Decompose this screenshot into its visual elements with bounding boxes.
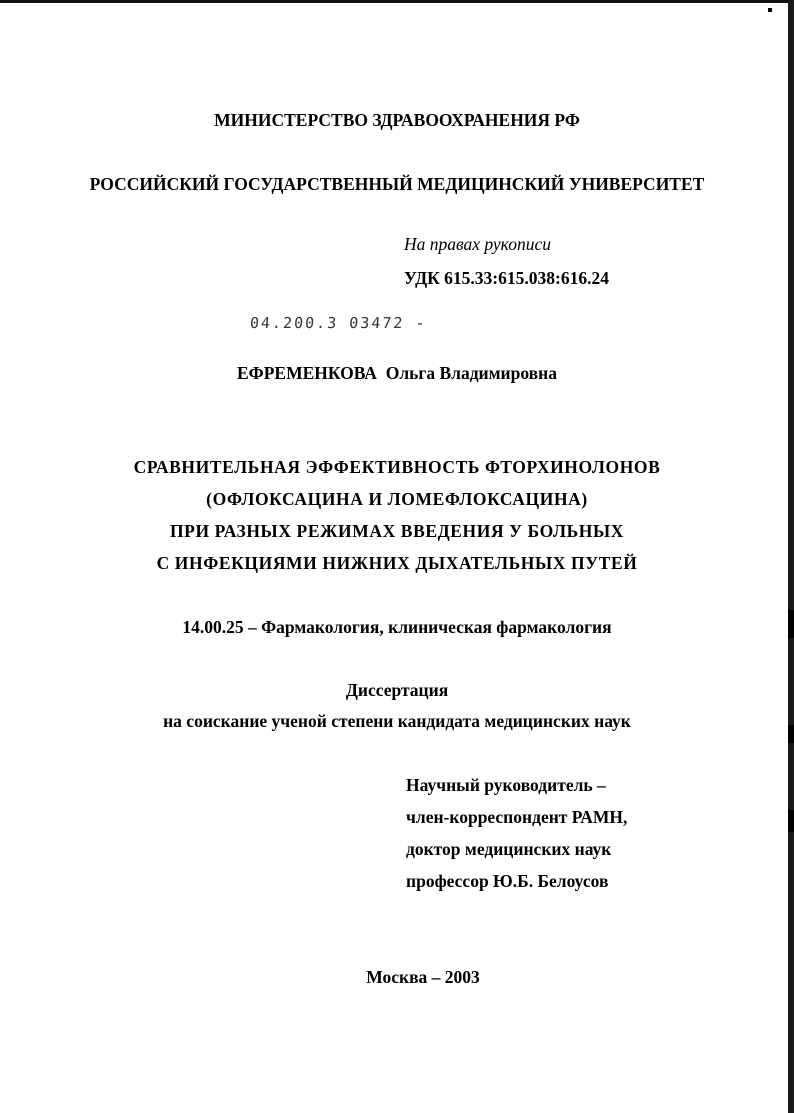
supervisor-line-3: доктор медицинских наук bbox=[406, 839, 612, 859]
thesis-title-line-1: СРАВНИТЕЛЬНАЯ ЭФФЕКТИВНОСТЬ ФТОРХИНОЛОНОВ bbox=[133, 457, 661, 477]
udc-code: УДК 615.33:615.038:616.24 bbox=[404, 268, 609, 288]
scan-edge-top bbox=[0, 0, 794, 3]
scan-dot bbox=[768, 8, 772, 12]
author-name bbox=[0, 362, 794, 384]
thesis-title-line-2: (ОФЛОКСАЦИНА И ЛОМЕФЛОКСАЦИНА) bbox=[206, 489, 588, 509]
author-given-names: Ольга Владимировна bbox=[385, 363, 557, 383]
dissertation-degree: на соискание ученой степени кандидата медицинских наук bbox=[163, 711, 631, 731]
supervisor-line-2: член-корреспондент РАМН, bbox=[406, 807, 628, 827]
supervisor-line-4: профессор Ю.Б. Белоусов bbox=[406, 871, 609, 891]
university-heading: РОССИЙСКИЙ ГОСУДАРСТВЕННЫЙ МЕДИЦИНСКИЙ УНИВЕРСИТЕТ bbox=[89, 174, 705, 194]
dissertation-type: Диссертация bbox=[345, 680, 449, 700]
manuscript-rights-note: На правах рукописи bbox=[404, 234, 551, 254]
supervisor-line-1: Научный руководитель – bbox=[406, 775, 606, 795]
ministry-heading: МИНИСТЕРСТВО ЗДРАВООХРАНЕНИЯ РФ bbox=[214, 110, 580, 130]
scan-mark bbox=[788, 810, 794, 832]
thesis-title-line-4: С ИНФЕКЦИЯМИ НИЖНИХ ДЫХАТЕЛЬНЫХ ПУТЕЙ bbox=[156, 553, 638, 573]
author-surname: ЕФРЕМЕНКОВА bbox=[237, 363, 377, 383]
registration-stamp: 04.200.3 03472 - bbox=[249, 314, 428, 332]
city-year: Москва – 2003 bbox=[366, 967, 480, 987]
specialty-code: 14.00.25 – Фармакология, клиническая фармакология bbox=[182, 617, 612, 637]
thesis-title-line-3: ПРИ РАЗНЫХ РЕЖИМАХ ВВЕДЕНИЯ У БОЛЬНЫХ bbox=[169, 521, 625, 541]
